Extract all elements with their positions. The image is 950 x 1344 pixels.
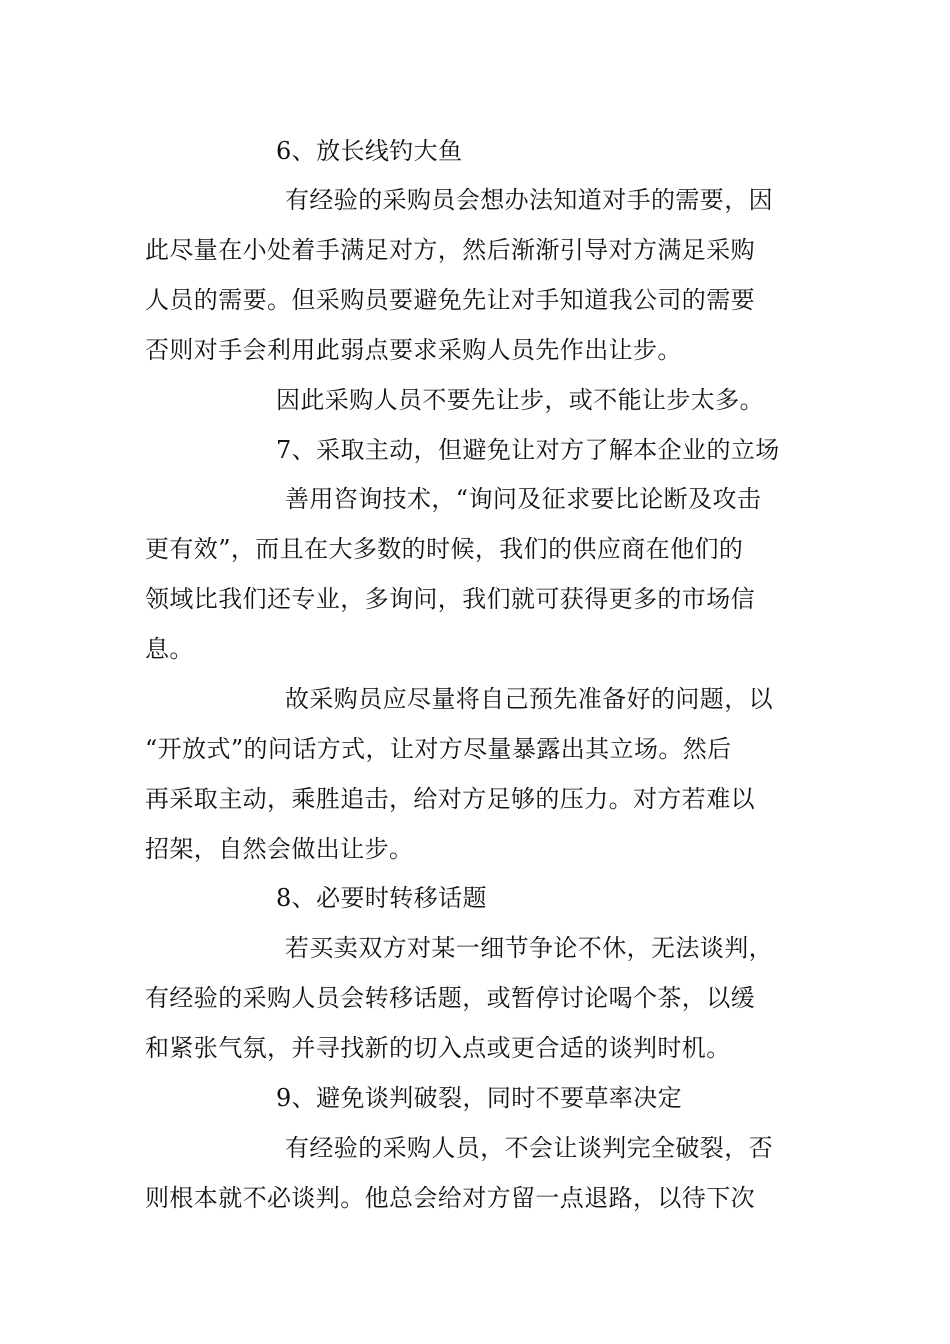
- paragraph-line: “开放式”的问话方式，让对方尽量暴露出其立场。然后: [145, 735, 732, 763]
- paragraph-line: 善用咨询技术，“询问及征求要比论断及攻击: [285, 485, 762, 513]
- paragraph-line: 更有效”，而且在大多数的时候，我们的供应商在他们的: [145, 535, 744, 563]
- section-heading-7: 7、采取主动，但避免让对方了解本企业的立场: [276, 436, 780, 464]
- section-heading-8: 8、必要时转移话题: [276, 884, 487, 912]
- paragraph-line: 和紧张气氛，并寻找新的切入点或更合适的谈判时机。: [145, 1034, 731, 1062]
- paragraph-line: 故采购员应尽量将自己预先准备好的问题，以: [285, 685, 773, 713]
- paragraph-line: 人员的需要。但采购员要避免先让对手知道我公司的需要: [145, 286, 755, 314]
- paragraph-line: 此尽量在小处着手满足对方，然后渐渐引导对方满足采购: [145, 236, 755, 264]
- paragraph-line: 有经验的采购人员，不会让谈判完全破裂，否: [285, 1134, 773, 1162]
- paragraph-line: 则根本就不必谈判。他总会给对方留一点退路，以待下次: [145, 1184, 755, 1212]
- section-heading-9: 9、避免谈判破裂，同时不要草率决定: [276, 1084, 683, 1112]
- paragraph-line: 领域比我们还专业，多询问，我们就可获得更多的市场信: [145, 585, 755, 613]
- paragraph-line: 有经验的采购人员会转移话题，或暂停讨论喝个茶，以缓: [145, 984, 755, 1012]
- paragraph-line: 因此采购人员不要先让步，或不能让步太多。: [276, 386, 764, 414]
- paragraph-line: 再采取主动，乘胜追击，给对方足够的压力。对方若难以: [145, 785, 755, 813]
- paragraph-line: 息。: [145, 635, 194, 663]
- paragraph-line: 有经验的采购员会想办法知道对手的需要，因: [285, 186, 773, 214]
- paragraph-line: 否则对手会利用此弱点要求采购人员先作出让步。: [145, 336, 682, 364]
- paragraph-line: 若买卖双方对某一细节争论不休，无法谈判，: [285, 934, 773, 962]
- section-heading-6: 6、放长线钓大鱼: [276, 137, 463, 165]
- paragraph-line: 招架，自然会做出让步。: [145, 835, 414, 863]
